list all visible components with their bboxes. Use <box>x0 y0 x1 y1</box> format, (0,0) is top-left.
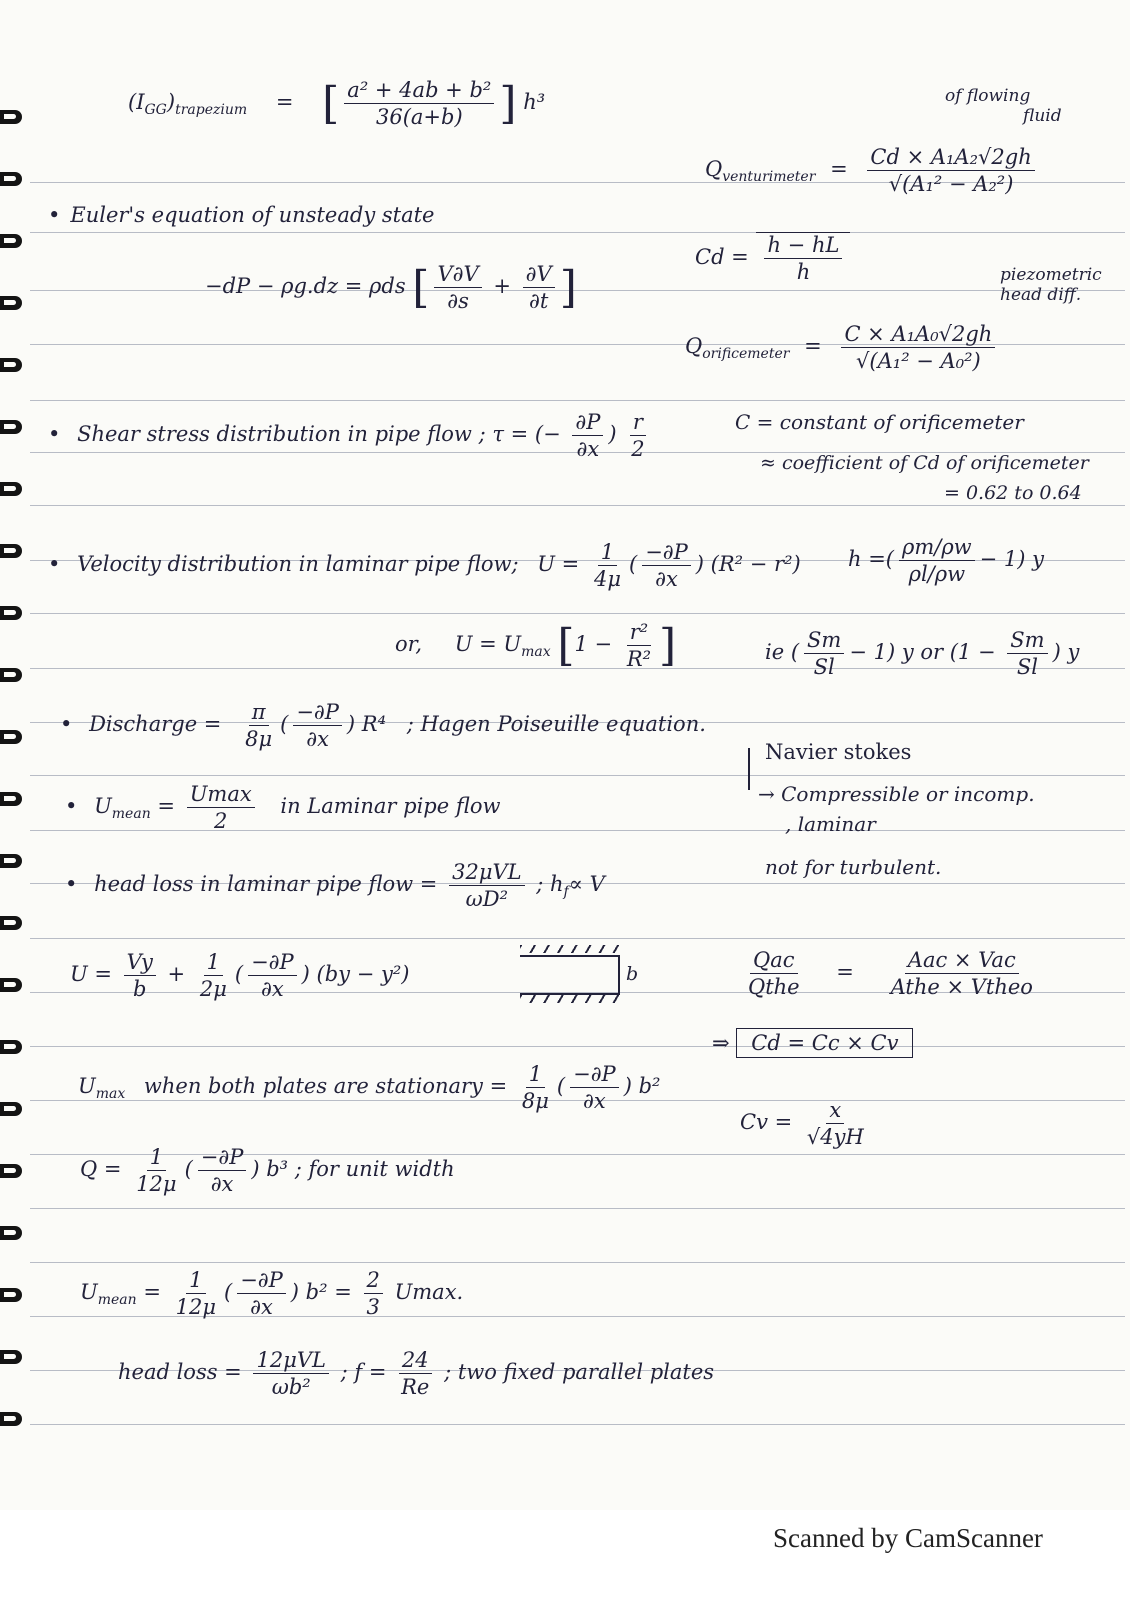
euler-equation: −dP − ρg.dz = ρds [ $\frac{V\partial V}{\partial s}$ + $\frac{\partial V}{\partial t}$ ] <box>205 262 577 313</box>
ruled-line <box>30 505 1125 506</box>
spiral-ring <box>0 730 22 744</box>
ruled-line <box>30 938 1125 939</box>
spiral-ring <box>0 1040 22 1054</box>
cd-product-formula: ⇒ Cd = Cc × Cv <box>712 1028 913 1058</box>
shear-stress-formula: • Shear stress distribution in pipe flow ; τ = (− $\frac{\partial P}{\partial x}$ ) $\frac{r}{2}$ <box>48 410 653 461</box>
cd-formula: Cd = $\frac{h - hL}{h}$ <box>695 232 850 284</box>
gap-label: b <box>626 963 639 985</box>
cv-formula: Cv = $\frac{x}{√4yH}$ <box>740 1098 864 1149</box>
head-loss-plates-formula: head loss = $\frac{\text{12μVL}}{\text{ωb²}}$ ; f = $\frac{24}{Re}$ ; two fixed parallel plates <box>118 1348 715 1399</box>
spiral-ring <box>0 916 22 930</box>
spiral-ring <box>0 978 22 992</box>
parallel-plates-sketch <box>520 945 640 1005</box>
navier-stokes-title: Navier stokes <box>765 740 912 764</box>
venturimeter-discharge-formula: $Q_{venturimeter}$ = $\frac{\text{Cd × A₁A₂√2gh}}{\text{√(A₁² − A₂²)}}$ <box>705 145 1040 196</box>
spiral-ring <box>0 544 22 558</box>
ruled-line <box>30 1208 1125 1209</box>
couette-velocity-formula: U = $\frac{Vy}{b}$ + $\frac{1}{2\mu}$ ( $\frac{-\partial P}{\partial x}$ ) (by − y²) <box>70 950 410 1001</box>
ruled-line <box>30 290 1125 291</box>
ruled-line <box>30 400 1125 401</box>
gap-arrow <box>618 957 620 993</box>
ruled-line <box>30 613 1125 614</box>
spiral-ring <box>0 854 22 868</box>
velocity-distribution-formula: • Velocity distribution in laminar pipe flow; U = $\frac{1}{4\mu}$ ( $\frac{-\partial P}{\partial x}$ ) (R² − r²) <box>48 540 801 591</box>
spiral-ring <box>0 792 22 806</box>
fluid-note: of flowing fluid <box>945 86 1062 126</box>
manometer-head-formula: h =( $\frac{\rho m/\rho w}{\rho l/\rho w}$ − 1) y <box>848 535 1045 586</box>
orifice-constant-note: C = constant of orificemeter <box>735 410 1024 434</box>
bracket-line <box>748 748 750 790</box>
euler-title: • Euler's equation of unsteady state <box>48 203 434 227</box>
umax-stationary-formula: $U_{max}$ when both plates are stationary = $\frac{1}{8\mu}$ ( $\frac{-\partial P}{\partial x}$ ) b² <box>78 1062 661 1113</box>
upper-plate <box>520 955 620 957</box>
head-loss-laminar-formula: • head loss in laminar pipe flow = $\frac{\text{32μVL}}{\text{ωD²}}$ ; $h_f\propto V$ <box>65 860 605 911</box>
spiral-ring <box>0 668 22 682</box>
discharge-ratio-formula: $\frac{\text{Qac}}{\text{Qthe}}$ = $\frac{\text{Aac × Vac}}{\text{Athe × Vtheo}}$ <box>748 948 1033 999</box>
umean-laminar-formula: • $U_{mean}$ = $\frac{Umax}{2}$ in Laminar pipe flow <box>65 782 500 833</box>
spiral-ring <box>0 234 22 248</box>
manometer-head-sg-formula: ie ( $\frac{Sm}{Sl}$ − 1) y or (1 − $\frac{Sm}{Sl}$ ) y <box>765 628 1080 679</box>
navier-stokes-note-2: , laminar <box>785 812 876 836</box>
spiral-ring <box>0 1102 22 1116</box>
scanner-watermark: Scanned by CamScanner <box>773 1523 1043 1553</box>
spiral-ring <box>0 606 22 620</box>
spiral-ring <box>0 482 22 496</box>
spiral-ring <box>0 110 22 124</box>
discharge-unit-width-formula: Q = $\frac{1}{12\mu}$ ( $\frac{-\partial P}{\partial x}$ ) b³ ; for unit width <box>80 1145 455 1196</box>
ruled-line <box>30 1424 1125 1425</box>
igg-trapezium-formula: $(I_{GG})_{trapezium}$ = [ $\frac{\text{a² + 4ab + b²}}{36(a+b)}$ ] h³ <box>128 78 546 129</box>
ruled-line <box>30 775 1125 776</box>
velocity-umax-formula: or, $U = U_{max}$ [1 − $\frac{\text{r²}}{\text{R²}}$ ] <box>395 620 677 671</box>
spiral-ring <box>0 420 22 434</box>
ruled-line <box>30 1046 1125 1047</box>
upper-plate-hatch <box>520 945 620 953</box>
spiral-ring <box>0 1164 22 1178</box>
spiral-ring <box>0 296 22 310</box>
spiral-ring <box>0 1350 22 1364</box>
spiral-ring <box>0 1412 22 1426</box>
ruled-line <box>30 1262 1125 1263</box>
spiral-ring <box>0 172 22 186</box>
navier-stokes-note-1: → Compressible or incomp. <box>758 782 1035 806</box>
umean-plates-formula: $U_{mean}$ = $\frac{1}{12\mu}$ ( $\frac{-\partial P}{\partial x}$ ) b² = $\frac{2}{3}$ Umax. <box>80 1268 464 1319</box>
spiral-ring <box>0 358 22 372</box>
orifice-coefficient-range: = 0.62 to 0.64 <box>944 482 1082 504</box>
spiral-ring <box>0 1288 22 1302</box>
orifice-coefficient-note: ≈ coefficient of Cd of orificemeter <box>760 452 1089 474</box>
piezometric-note: piezometric head diff. <box>1000 265 1102 305</box>
spiral-ring <box>0 1226 22 1240</box>
orificemeter-discharge-formula: $Q_{orificemeter}$ = $\frac{\text{C × A₁A₀√2gh}}{\text{√(A₁² − A₀²)}}$ <box>685 322 1000 373</box>
navier-stokes-note-3: not for turbulent. <box>765 855 942 879</box>
discharge-formula: • Discharge = $\frac{\pi}{8\mu}$ ( $\frac{-\partial P}{\partial x}$ ) R⁴ ; Hagen Poiseuille equation. <box>60 700 706 751</box>
lower-plate-hatch <box>520 995 620 1003</box>
ruled-line <box>30 232 1125 233</box>
